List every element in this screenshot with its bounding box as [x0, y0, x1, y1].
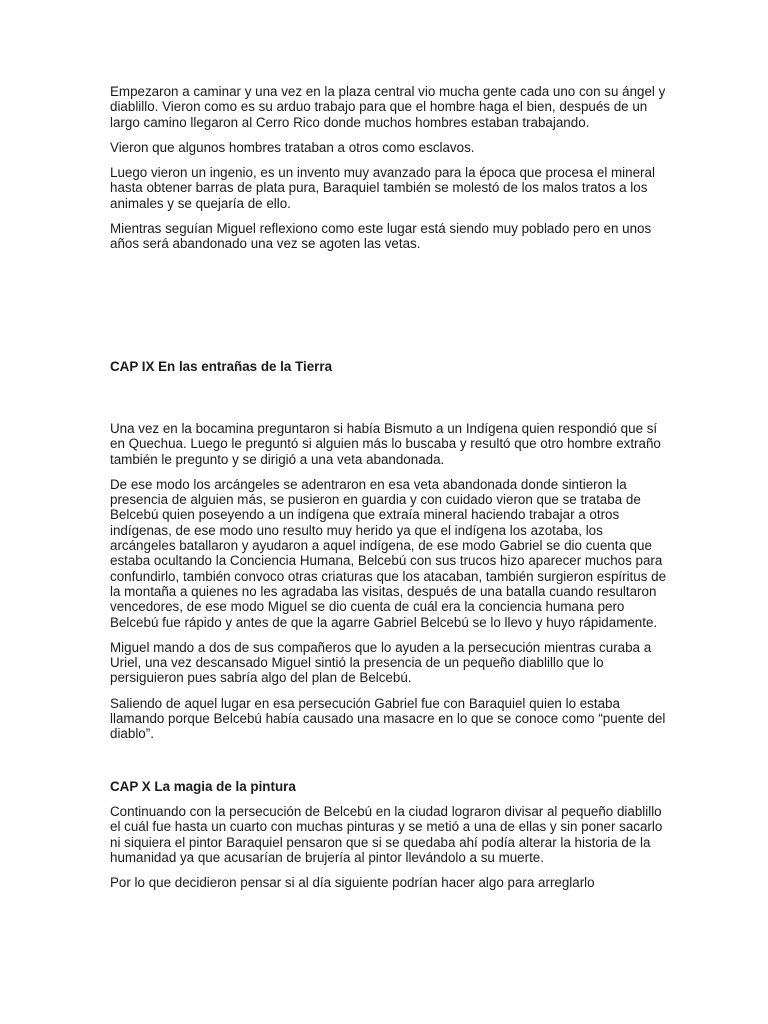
- document-page: [110, 84, 670, 900]
- paragraph: Miguel mando a dos de sus compañeros que lo ayuden a la persecución mientras curaba a Uriel, una vez descansado Miguel sintió la presencia de un pequeño diablillo que lo persiguieron pues sabría algo del plan de Belcebú.: [110, 639, 652, 686]
- paragraph: Saliendo de aquel lugar en esa persecución Gabriel fue con Baraquiel quien lo estaba llamando porque Belcebú había causado una masacre en lo que se conoce como “puente del diablo”.: [110, 695, 666, 742]
- paragraph: De ese modo los arcángeles se adentraron en esa veta abandonada donde sintieron la presencia de alguien más, se pusieron en guardia y con cuidado vieron que se trataba de Belcebú quien poseyendo a un indígena que extraía mineral haciendo trabajar a otros indígenas, de ese modo uno resulto muy herido ya que el indígena los azotaba, los arcángeles batallaron y ayudaron a aquel indígena, de ese modo Gabriel se dio cuenta que estaba ocultando la Conciencia Humana, Belcebú con sus trucos hizo aparecer muchos para confundirlo, también convoco otras criaturas que los atacaban, también surgieron espíritus de la montaña a quienes no les agradaba las visitas, después de una batalla cuando resultaron vencedores, de ese modo Miguel se dio cuenta de cuál era la conciencia humana pero Belcebú fue rápido y antes de que la agarre Gabriel Belcebú se lo llevo y huyo rápidamente.: [110, 476, 667, 630]
- blank-space: [110, 384, 670, 421]
- paragraph: Por lo que decidieron pensar si al día siguiente podrían hacer algo para arreglarlo: [110, 875, 595, 891]
- paragraph: Luego vieron un ingenio, es un invento muy avanzado para la época que procesa el mineral hasta obtener barras de plata pura, Baraquiel también se molestó de los malos tratos a los animales y se quejaría de ello.: [110, 165, 655, 211]
- paragraph: Mientras seguían Miguel reflexiono como este lugar está siendo muy poblado pero en unos años será abandonado una vez se agoten las vetas.: [110, 221, 652, 252]
- chapter-ix-heading: CAP IX En las entrañas de la Tierra: [110, 358, 333, 374]
- paragraph: Una vez en la bocamina preguntaron si había Bismuto a un Indígena quien respondió que sí en Quechua. Luego le preguntó si alguien más lo buscaba y resultó que otro hombre extraño también le pregunto y se dirigió a una veta abandonada.: [110, 420, 661, 467]
- paragraph: Empezaron a caminar y una vez en la plaza central vio mucha gente cada uno con su ángel y diablillo. Vieron como es su arduo trabajo para que el hombre haga el bien, después de un largo camino llegaron al Cerro Rico donde muchos hombres estaban trabajando.: [110, 84, 666, 130]
- paragraph: Vieron que algunos hombres trataban a otros como esclavos.: [110, 139, 475, 155]
- blank-space: [110, 262, 670, 359]
- chapter-x-heading: CAP X La magia de la pintura: [110, 778, 296, 794]
- blank-space: [110, 752, 670, 779]
- paragraph: Continuando con la persecución de Belcebú en la ciudad lograron divisar al pequeño diablillo el cuál fue hasta un cuarto con muchas pinturas y se metió a una de ellas y sin poner sacarlo ni siquiera el pintor Baraquiel pensaron que si se quedaba ahí podía alterar la historia de la humanidad ya que acusarían de brujería al pintor llevándolo a su muerte.: [110, 803, 663, 865]
